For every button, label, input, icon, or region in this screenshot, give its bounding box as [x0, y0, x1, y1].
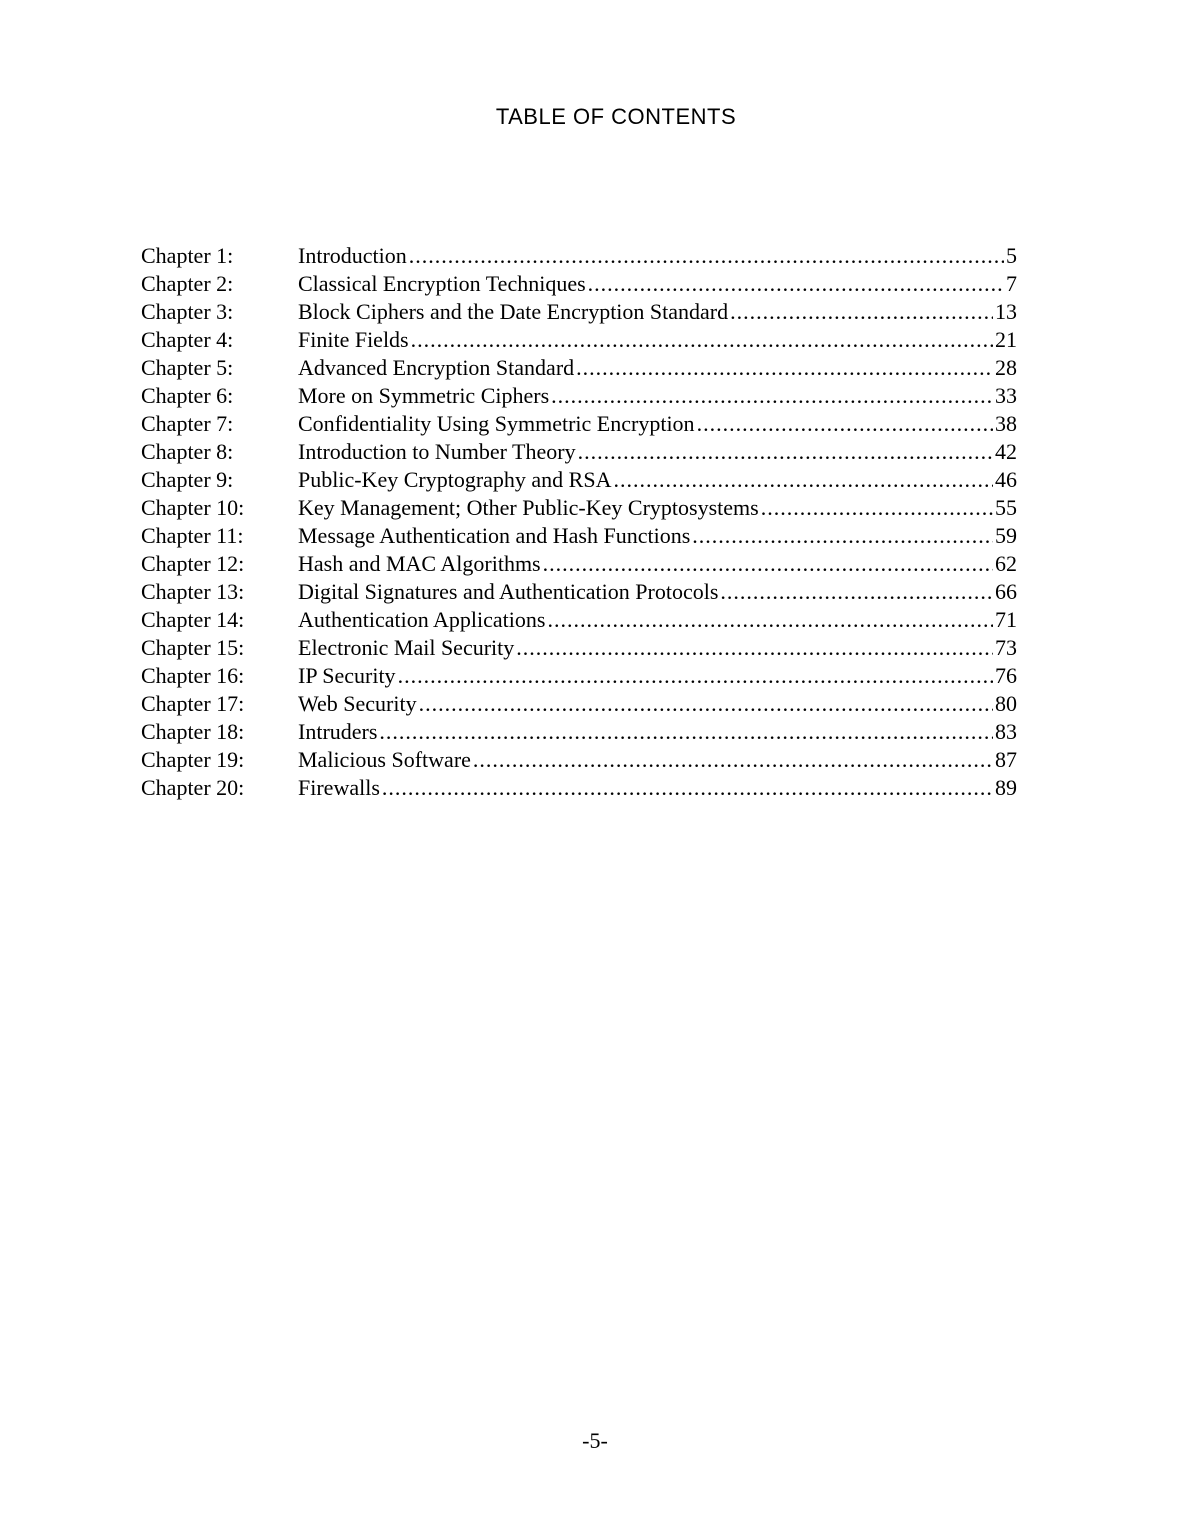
toc-chapter-title: More on Symmetric Ciphers: [298, 383, 550, 408]
toc-dot-leader: [551, 382, 993, 410]
toc-chapter-title: Block Ciphers and the Date Encryption Standard: [298, 299, 729, 324]
toc-page-number: 13: [995, 299, 1017, 324]
toc-chapter-label: Chapter 17:: [141, 691, 245, 716]
toc-chapter-title: Digital Signatures and Authentication Protocols: [298, 579, 719, 604]
toc-chapter-title: Public-Key Cryptography and RSA: [298, 467, 612, 492]
toc-dot-leader: [409, 242, 1004, 270]
toc-entry: [141, 410, 1017, 438]
toc-entry: [141, 494, 1017, 522]
toc-entry: [141, 466, 1017, 494]
toc-chapter-title: Intruders: [298, 719, 378, 744]
toc-chapter-title: Hash and MAC Algorithms: [298, 551, 541, 576]
toc-chapter-label: Chapter 5:: [141, 355, 234, 380]
table-of-contents: [141, 242, 1017, 802]
toc-entry: [141, 354, 1017, 382]
toc-entry: [141, 606, 1017, 634]
toc-entry: [141, 746, 1017, 774]
toc-chapter-title: IP Security: [298, 663, 396, 688]
toc-page-number: 7: [1006, 271, 1017, 296]
toc-page-number: 87: [995, 747, 1017, 772]
toc-entry: [141, 774, 1017, 802]
toc-entry: [141, 298, 1017, 326]
toc-dot-leader: [516, 634, 993, 662]
toc-chapter-label: Chapter 15:: [141, 635, 245, 660]
toc-dot-leader: [730, 298, 993, 326]
toc-dot-leader: [697, 410, 993, 438]
toc-dot-leader: [576, 354, 993, 382]
toc-chapter-title: Advanced Encryption Standard: [298, 355, 575, 380]
toc-chapter-title: Classical Encryption Techniques: [298, 271, 586, 296]
toc-chapter-label: Chapter 18:: [141, 719, 245, 744]
page-title: TABLE OF CONTENTS: [495, 104, 737, 129]
toc-chapter-label: Chapter 16:: [141, 663, 245, 688]
toc-chapter-title: Electronic Mail Security: [298, 635, 515, 660]
toc-entry: [141, 382, 1017, 410]
toc-dot-leader: [578, 438, 993, 466]
toc-chapter-title: Key Management; Other Public-Key Cryptosystems: [298, 495, 759, 520]
toc-entry: [141, 522, 1017, 550]
toc-entry: [141, 326, 1017, 354]
toc-chapter-label: Chapter 20:: [141, 775, 245, 800]
toc-page-number: 76: [995, 663, 1017, 688]
toc-dot-leader: [692, 522, 993, 550]
toc-chapter-label: Chapter 11:: [141, 523, 244, 548]
toc-page-number: 5: [1006, 243, 1017, 268]
toc-dot-leader: [473, 746, 993, 774]
toc-chapter-label: Chapter 13:: [141, 579, 245, 604]
toc-entry: [141, 242, 1017, 270]
toc-entry: [141, 662, 1017, 690]
toc-chapter-label: Chapter 4:: [141, 327, 234, 352]
toc-dot-leader: [411, 326, 993, 354]
toc-entry: [141, 690, 1017, 718]
toc-dot-leader: [720, 578, 993, 606]
toc-page-number: 21: [995, 327, 1017, 352]
toc-dot-leader: [398, 662, 993, 690]
toc-page-number: 46: [995, 467, 1017, 492]
toc-chapter-label: Chapter 14:: [141, 607, 245, 632]
toc-page-number: 38: [995, 411, 1017, 436]
toc-page-number: 28: [995, 355, 1017, 380]
toc-entry: [141, 718, 1017, 746]
toc-dot-leader: [761, 494, 993, 522]
toc-page-number: 33: [995, 383, 1017, 408]
toc-chapter-label: Chapter 19:: [141, 747, 245, 772]
toc-page-number: 55: [995, 495, 1017, 520]
toc-chapter-label: Chapter 10:: [141, 495, 245, 520]
toc-chapter-title: Introduction to Number Theory: [298, 439, 576, 464]
toc-dot-leader: [543, 550, 993, 578]
toc-page-number: 89: [995, 775, 1017, 800]
toc-chapter-title: Message Authentication and Hash Functions: [298, 523, 691, 548]
toc-chapter-label: Chapter 8:: [141, 439, 234, 464]
toc-dot-leader: [419, 690, 993, 718]
toc-page-number: 59: [995, 523, 1017, 548]
toc-entry: [141, 270, 1017, 298]
page-number: -5-: [582, 1428, 608, 1453]
toc-dot-leader: [379, 718, 993, 746]
toc-chapter-label: Chapter 12:: [141, 551, 245, 576]
toc-page-number: 66: [995, 579, 1017, 604]
toc-page-number: 62: [995, 551, 1017, 576]
toc-chapter-title: Firewalls: [298, 775, 380, 800]
toc-chapter-title: Confidentiality Using Symmetric Encryption: [298, 411, 695, 436]
toc-chapter-title: Malicious Software: [298, 747, 471, 772]
toc-page-number: 80: [995, 691, 1017, 716]
toc-chapter-label: Chapter 2:: [141, 271, 234, 296]
toc-chapter-label: Chapter 3:: [141, 299, 234, 324]
toc-chapter-title: Introduction: [298, 243, 407, 268]
toc-dot-leader: [382, 774, 993, 802]
toc-dot-leader: [613, 466, 993, 494]
toc-entry: [141, 634, 1017, 662]
toc-page-number: 73: [995, 635, 1017, 660]
toc-chapter-label: Chapter 7:: [141, 411, 234, 436]
toc-page-number: 83: [995, 719, 1017, 744]
toc-chapter-title: Web Security: [298, 691, 417, 716]
toc-chapter-title: Finite Fields: [298, 327, 409, 352]
toc-entry: [141, 550, 1017, 578]
toc-chapter-label: Chapter 9:: [141, 467, 234, 492]
toc-chapter-label: Chapter 1:: [141, 243, 234, 268]
toc-page-number: 42: [995, 439, 1017, 464]
toc-dot-leader: [547, 606, 993, 634]
toc-dot-leader: [588, 270, 1004, 298]
toc-entry: [141, 578, 1017, 606]
toc-chapter-label: Chapter 6:: [141, 383, 234, 408]
toc-chapter-title: Authentication Applications: [298, 607, 546, 632]
toc-page-number: 71: [995, 607, 1017, 632]
toc-entry: [141, 438, 1017, 466]
